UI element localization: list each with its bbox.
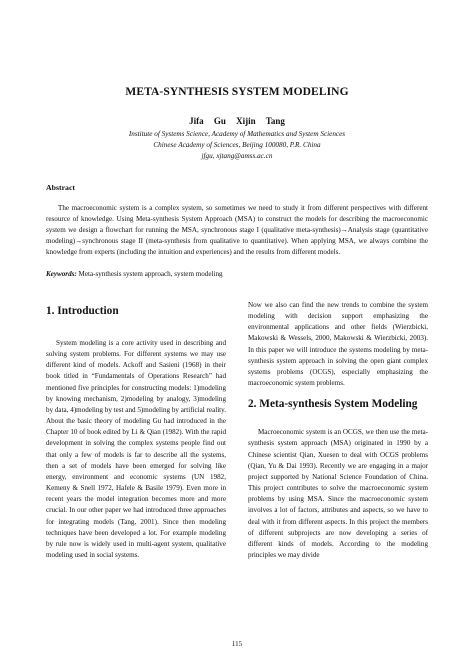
abstract-text: The macroeconomic system is a complex system, so sometimes we need to study it from different perspectives with different resource of knowledge. Using Meta-synthesis System Approach (MSA) to construct the models for describing the macroeconomic system we design a flowchart for running the MSA, synchronous stage I (qualitative meta-synthesis)→Analysis stage (quantitative modeling)→synchronous stage II (meta-synthesis from qualitative to quantitative). When applying MSA, we always combine the knowledge from experts (including the intuition and experiences) and the results from different models. [46,204,428,257]
keywords-label: Keywords: [46,270,77,278]
affiliation-line-1: Institute of Systems Science, Academy of Mathematics and System Sciences [128,130,346,138]
keywords [46,270,428,278]
page-number: 115 [231,640,243,648]
section-1-heading: 1. Introduction [46,305,119,317]
affiliation-email: jfgu, xjtang@amss.ac.cn [201,152,273,160]
keywords-text: Meta-synthesis system approach, system modeling [76,270,223,278]
left-column [46,300,226,561]
section-2-heading: 2. Meta-synthesis System Modeling [248,398,418,411]
affiliation-line-2: Chinese Academy of Sciences, Beijing 100080, P.R. China [153,141,321,149]
abstract-heading: Abstract [46,183,76,192]
paper-title: META-SYNTHESIS SYSTEM MODELING [125,86,349,98]
right-column [248,300,428,561]
section-2-paragraph: Macroeconomic system is an OCGS, we then use the meta-synthesis system approach (MSA) originated in 1990 by a Chinese scientist Qian, Xuesen to deal with OCGS problems (Qian, Yu & Dai 1993). Recently we are engaging in a major project supported by National Science Foundation of China. This project contributes to solve the macroeconomic system problems by using MSA. Since the macroeconomic system involves a lot of factors, attributes and aspects, so we have to deal with it from different aspects. In this project the members of different subprojects are now developing a series of different kinds of models. According to the modeling principles we may divide [248,428,428,559]
section-1-paragraph: System modeling is a core activity used in describing and solving system problems. For different systems we may use different kind of models. Ackoff and Sasieni (1968) in their book titled in “Fundamentals of Operations Research” had mentioned five principles for constructing models: 1)modeling by knowing mechanism, 2)modeling by analogy, 3)modeling by data, 4)modeling by test and 5)modeling by artificial reality. About the basic theory of modeling Gu had introduced in the Chapter 10 of book edited by Li & Qian (1982). With the rapid development in solving the complex systems people find out that only a few of models is far to describe all the systems, then a set of models have been emerged for solving like energy, environment and economic systems (UN 1982, Kemeny & Snell 1972, Hafele & Basile 1979). Even more in recent years the model integration becomes more and more crucial. In our other paper we had introduced three approaches for integrating models (Tang, 2001). Since then modeling techniques have been developed a lot. For example modeling by rule now is widely used in multi-agent system, qualitative modeling used in social systems. [46,339,226,559]
paper-authors: Jifa Gu Xijin Tang [189,116,285,126]
introduction-continued-paragraph: Now we also can find the new trends to combine the system modeling with decision support emphasizing the environmental applications and other fields (Wierzbicki, Makowski & Wessels, 2000, Makowski & Wierzbicki, 2003). In this paper we will introduce the systems modeling by meta-synthesis system approach in solving the open giant complex systems problems (OCGS), especially emphasizing the macroeconomic system problems. [248,301,428,388]
